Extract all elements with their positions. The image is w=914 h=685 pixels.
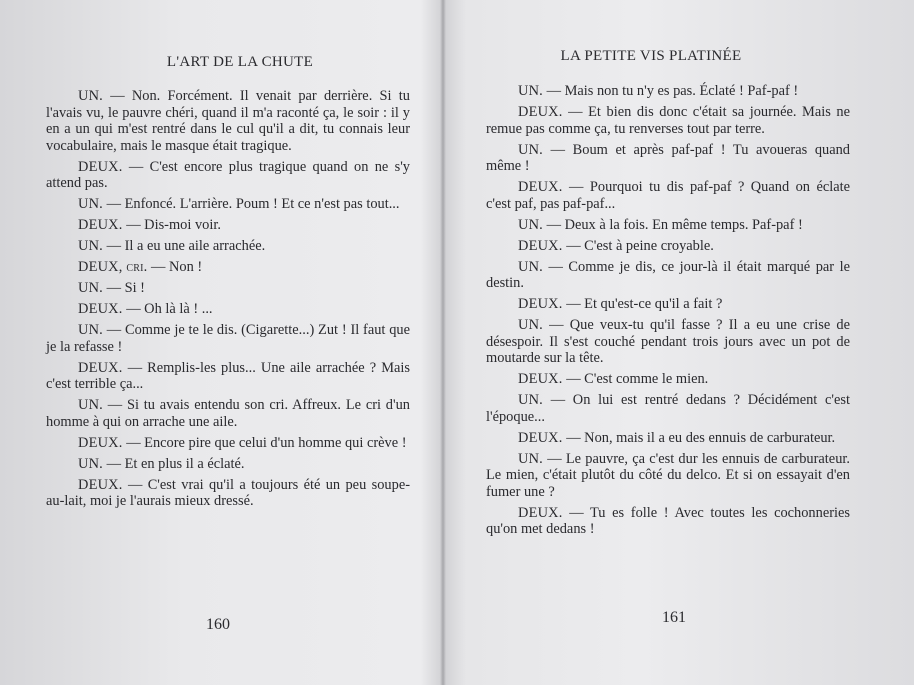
line-text: — Il a eu une aile arrachée. [106, 238, 266, 254]
dialogue-line [486, 104, 850, 137]
dialogue-line [46, 301, 410, 318]
line-text: — Non ! [151, 259, 203, 275]
line-text: — Enfoncé. L'arrière. Poum ! Et ce n'est pas tout... [106, 196, 400, 212]
line-text: — Si ! [106, 280, 145, 296]
dialogue-line [486, 430, 850, 447]
speaker-name: DEUX. [518, 296, 563, 312]
dialogue-line [486, 217, 850, 234]
running-header: L'ART DE LA CHUTE [166, 54, 314, 70]
line-text: — Tu es folle ! Avec toutes les cochonneries qu'on met dedans ! [486, 504, 850, 537]
speaker-name: UN. [518, 83, 543, 99]
line-text: — Deux à la fois. En même temps. Paf-paf ! [546, 216, 803, 233]
speaker-name: UN. [518, 450, 543, 467]
running-header: LA PETITE VIS PLATINÉE [560, 48, 742, 64]
speaker-name: UN. [78, 455, 103, 472]
dialogue-text [486, 83, 850, 542]
dialogue-line [46, 196, 410, 213]
dialogue-line [46, 456, 410, 473]
dialogue-line [486, 238, 850, 255]
line-text: — Et bien dis donc c'était sa journée. Mais ne remue pas comme ça, tu renverses tout par terre. [486, 104, 850, 137]
speaker-name: DEUX. [78, 359, 123, 376]
dialogue-line [46, 435, 410, 452]
line-text: — C'est comme le mien. [566, 371, 709, 387]
line-text: — Si tu avais entendu son cri. Affreux. Le cri d'un homme à qui on arrache une aile. [46, 397, 410, 430]
dialogue-line [46, 280, 410, 297]
speaker-name: DEUX. [78, 476, 123, 493]
right-page [446, 0, 914, 685]
line-text: — C'est vrai qu'il a toujours été un peu soupe-au-lait, moi je l'aurais mieux dressé. [46, 476, 410, 509]
dialogue-line [46, 477, 410, 510]
speaker-name: DEUX. [518, 104, 563, 120]
line-text: — C'est encore plus tragique quand on ne s'y attend pas. [46, 158, 410, 191]
speaker-name: UN. [518, 317, 543, 333]
speaker-name: DEUX. [78, 158, 123, 175]
dialogue-line [46, 238, 410, 255]
speaker-name: DEUX. [518, 504, 563, 521]
dialogue-line [46, 259, 410, 276]
speaker-name: UN. [78, 238, 103, 254]
speaker-name: UN. [78, 88, 103, 104]
line-text: — Et en plus il a éclaté. [106, 455, 245, 472]
line-text: — Boum et après paf-paf ! Tu avoueras quand même ! [486, 141, 850, 174]
dialogue-line [486, 505, 850, 538]
speaker-name: UN. [78, 322, 103, 338]
dialogue-line [46, 397, 410, 430]
line-text: — Que veux-tu qu'il fasse ? Il a eu une crise de désespoir. Il s'est couché pendant trois jours avec un pot de moutarde sur la tête. [486, 317, 850, 366]
speaker-name: UN. [518, 216, 543, 233]
speaker-name: UN. [518, 141, 543, 158]
dialogue-line [486, 142, 850, 175]
dialogue-line [486, 451, 850, 501]
line-text: — Oh là là ! ... [126, 301, 213, 317]
line-text: — Mais non tu n'y es pas. Éclaté ! Paf-paf ! [546, 83, 799, 99]
dialogue-line [486, 259, 850, 292]
dialogue-line [46, 360, 410, 393]
speaker-name: DEUX. [518, 371, 563, 387]
dialogue-line [486, 371, 850, 388]
line-text: — Et qu'est-ce qu'il a fait ? [566, 296, 723, 312]
line-text: — Le pauvre, ça c'est dur les ennuis de carburateur. Le mien, c'était plutôt du côté du delco. Et si on essayait d'en fumer une ? [486, 450, 850, 500]
dialogue-line [46, 217, 410, 234]
line-text: — Dis-moi voir. [126, 217, 221, 233]
dialogue-line [46, 159, 410, 192]
speaker-name: DEUX, cri. [78, 259, 148, 275]
speaker-name: UN. [518, 258, 543, 275]
speaker-name: UN. [78, 280, 103, 296]
speaker-name: UN. [518, 392, 543, 408]
speaker-name: DEUX. [78, 434, 123, 451]
dialogue-text [46, 88, 410, 514]
page-number: 161 [662, 609, 686, 626]
line-text: — Encore pire que celui d'un homme qui crève ! [126, 434, 407, 451]
speaker-name: UN. [78, 397, 103, 413]
line-text: — Non. Forcément. Il venait par derrière. Si tu l'avais vu, le pauvre chéri, quand il m'a raconté ça, le soir : il y en a un qui m'est rentré dans le cul qu'il a dit, tu connais leur vocabulaire, mais le masque était tragique. [46, 88, 410, 154]
dialogue-line [486, 317, 850, 367]
speaker-name: UN. [78, 196, 103, 212]
line-text: — On lui est rentré dedans ? Décidément c'est l'époque... [486, 392, 850, 425]
dialogue-line [486, 392, 850, 425]
line-text: — Pourquoi tu dis paf-paf ? Quand on éclate c'est paf, pas paf-paf... [486, 179, 850, 212]
speaker-name: DEUX. [518, 179, 563, 195]
page-number: 160 [206, 616, 230, 633]
dialogue-line [46, 322, 410, 355]
dialogue-line [486, 83, 850, 100]
speaker-name: DEUX. [78, 301, 123, 317]
left-page [0, 0, 440, 685]
dialogue-line [46, 88, 410, 154]
dialogue-line [486, 179, 850, 212]
line-text: — Comme je te le dis. (Cigarette...) Zut ! Il faut que je la refasse ! [46, 322, 410, 355]
speaker-name: DEUX. [78, 217, 123, 233]
dialogue-line [486, 296, 850, 313]
line-text: — C'est à peine croyable. [566, 237, 714, 254]
speaker-name: DEUX. [518, 429, 563, 446]
line-text: — Remplis-les plus... Une aile arrachée ? Mais c'est terrible ça... [46, 359, 410, 392]
speaker-name: DEUX. [518, 237, 563, 254]
line-text: — Non, mais il a eu des ennuis de carburateur. [566, 429, 836, 446]
line-text: — Comme je dis, ce jour-là il était marqué par le destin. [486, 258, 850, 291]
